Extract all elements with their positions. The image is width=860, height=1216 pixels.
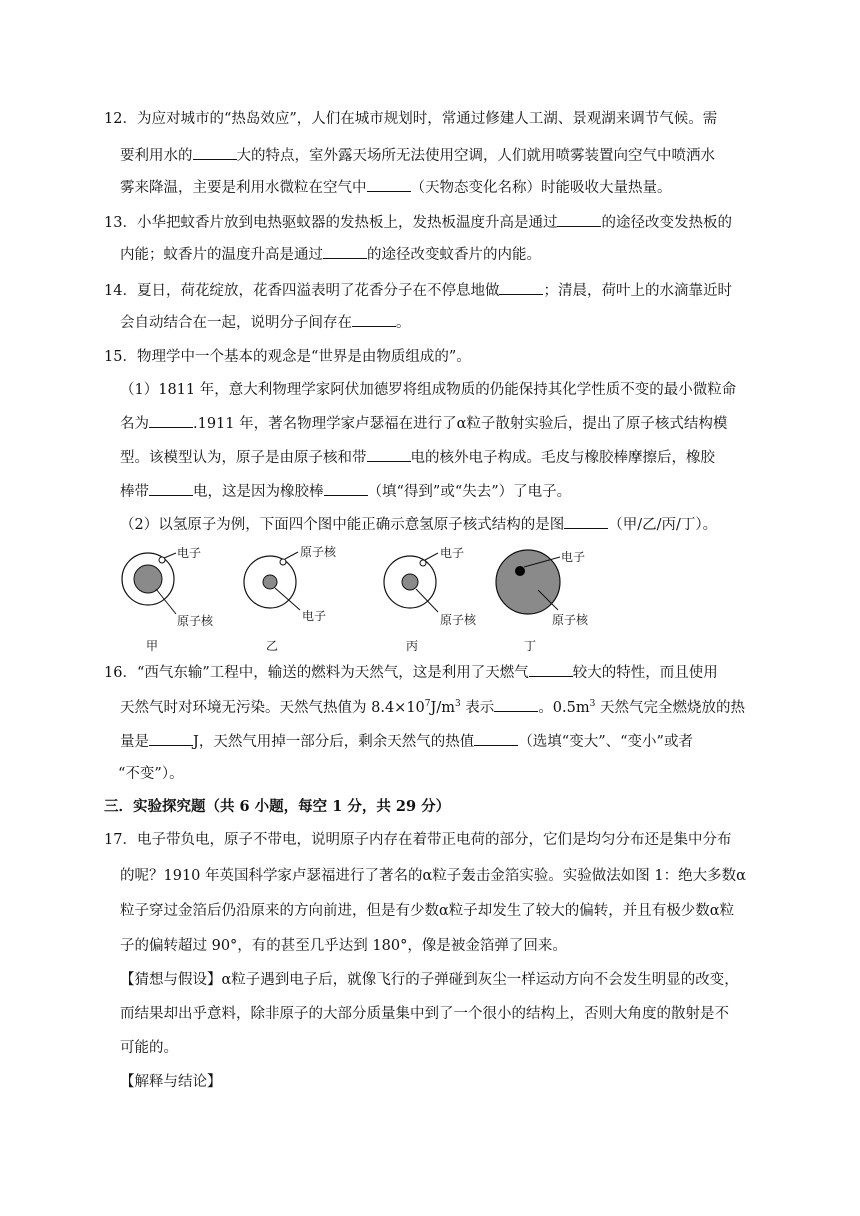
q16-text: “不变”）。	[118, 766, 184, 782]
q15-p2-line	[120, 514, 717, 535]
q16-line-2	[120, 697, 745, 718]
q15-text: 型。该模型认为，原子是由原子核和带	[120, 450, 367, 466]
q14-text: 14．夏日，荷花绽放，花香四溢表明了花香分子在不停息地做	[104, 283, 500, 299]
q17-hypothesis-line-3	[120, 1038, 178, 1058]
exponent: 7	[424, 699, 431, 710]
q13-line-1	[104, 212, 732, 233]
answer-blank[interactable]	[149, 731, 193, 746]
q17-text: 粒子穿过金箔后仍沿原来的方向前进，但是有少数α粒子却发生了较大的偏转，并且有极少数α粒	[120, 903, 735, 919]
section-heading	[104, 797, 450, 817]
diagram-bing	[384, 545, 477, 652]
q16-line-1	[104, 662, 718, 683]
electron-label: 电子	[440, 546, 465, 560]
diagram-yi	[244, 544, 337, 652]
q16-text: 量是	[120, 734, 149, 750]
answer-blank[interactable]	[352, 312, 396, 327]
q16-text: 。0.5m	[538, 700, 590, 716]
q14-text: 会自动结合在一起，说明分子间存在	[120, 315, 352, 331]
q12-line-1	[104, 109, 717, 129]
answer-blank[interactable]	[529, 662, 573, 677]
answer-blank[interactable]	[367, 177, 411, 192]
q13-text: 的途径改变发热板的	[601, 215, 732, 231]
q15-text: 棒带	[120, 484, 149, 500]
nucleus-label: 原子核	[300, 545, 337, 559]
nucleus-label: 原子核	[552, 613, 589, 627]
q16-text: J/m	[430, 700, 455, 716]
q16-text: 天然气时对环境无污染。天然气热值为 8.4×10	[120, 700, 425, 716]
q15-text: 电的核外电子构成。毛皮与橡胶棒摩擦后，橡胶	[410, 450, 715, 466]
diagram-label-yi: 乙	[266, 639, 279, 652]
q12-text: 雾来降温，主要是利用水微粒在空气中	[120, 180, 367, 196]
q13-line-2	[120, 244, 541, 265]
q17-line-4	[120, 936, 567, 956]
q16-line-3	[120, 731, 693, 752]
answer-blank[interactable]	[367, 447, 411, 462]
q17-hypothesis-line-1	[120, 970, 739, 990]
q15-p1-line-3	[120, 447, 715, 468]
q12-text: 要利用水的	[120, 148, 193, 164]
answer-blank[interactable]	[149, 413, 193, 428]
q15-text: （甲/乙/丙/丁）。	[608, 517, 718, 533]
diagram-ding	[496, 549, 589, 652]
q15-text: 电，这是因为橡胶棒	[193, 484, 324, 500]
q15-text: （2）以氢原子为例，下面四个图中能正确示意氢原子核式结构的是图	[120, 517, 565, 533]
q17-line-3	[120, 901, 734, 921]
q12-text: 大的特点，室外露天场所无法使用空调，人们就用喷雾装置向空气中喷洒水	[236, 148, 715, 164]
section-title: 三．实验探究题（共 6 小题，每空 1 分，共 29 分）	[104, 798, 451, 815]
nucleus-label: 原子核	[177, 614, 214, 628]
q16-text: （选填“变大”、“变小”或者	[518, 734, 693, 750]
answer-blank[interactable]	[474, 731, 518, 746]
answer-blank[interactable]	[494, 697, 538, 712]
q12-line-2	[120, 145, 715, 166]
q16-text: J，天然气用掉一部分后，剩余天然气的热值	[193, 734, 475, 750]
answer-blank[interactable]	[564, 514, 608, 529]
q16-text: 表示	[460, 700, 495, 716]
q13-text: 13．小华把蚊香片放到电热驱蚊器的发热板上，发热板温度升高是通过	[104, 215, 558, 231]
answer-blank[interactable]	[557, 212, 601, 227]
q13-text: 的途径改变蚊香片的内能。	[367, 247, 541, 263]
q12-line-3	[120, 177, 672, 198]
q15-text: （填“得到”或“失去”）了电子。	[367, 484, 572, 500]
electron-label: 电子	[177, 546, 202, 560]
q17-line-1	[104, 830, 731, 850]
q15-line-1	[104, 347, 471, 367]
answer-blank[interactable]	[324, 481, 368, 496]
answer-blank[interactable]	[149, 481, 193, 496]
q17-text: 17．电子带负电，原子不带电，说明原子内存在着带正电荷的部分，它们是均匀分布还是集中分布	[104, 832, 732, 848]
q17-text: 子的偏转超过 90°，有的甚至几乎达到 180°，像是被金箔弹了回来。	[120, 938, 567, 954]
q15-text: .1911 年，著名物理学家卢瑟福在进行了α粒子散射实验后，提出了原子核式结构模	[193, 416, 728, 432]
q12-text: 12．为应对城市的“热岛效应”，人们在城市规划时，常通过修建人工湖、景观湖来调节气候。需	[104, 111, 718, 127]
q14-line-2	[120, 312, 411, 333]
q14-line-1	[104, 280, 732, 301]
atom-model-figure	[120, 544, 600, 652]
q17-text: 【解释与结论】	[120, 1074, 222, 1090]
q17-line-2	[120, 866, 746, 886]
diagram-label-jia: 甲	[146, 639, 159, 652]
electron-label: 电子	[561, 550, 586, 564]
q17-hypothesis-line-2	[120, 1004, 729, 1024]
q15-text: 名为	[120, 416, 149, 432]
exponent: 3	[454, 699, 461, 710]
answer-blank[interactable]	[323, 244, 367, 259]
electron-label: 电子	[302, 609, 327, 623]
diagram-label-ding: 丁	[524, 639, 537, 652]
q16-line-4	[118, 764, 184, 784]
q16-text: 天然气完全燃烧放的热	[595, 700, 745, 716]
diagram-jia	[122, 545, 214, 652]
q16-text: 16．“西气东输”工程中，输送的燃料为天然气，这是利用了天燃气	[104, 665, 529, 681]
q15-p1-line-1	[120, 380, 736, 400]
exponent: 3	[589, 699, 596, 710]
q17-text: 的呢？1910 年英国科学家卢瑟福进行了著名的α粒子轰击金箔实验。实验做法如图 1：绝大多数α	[120, 868, 746, 884]
q12-text: （天物态变化名称）时能吸收大量热量。	[410, 180, 672, 196]
q17-text: 可能的。	[120, 1040, 178, 1056]
q17-text: 【猜想与假设】α粒子遇到电子后，就像飞行的子弹碰到灰尘一样运动方向不会发生明显的改变，	[120, 972, 739, 988]
q15-text: （1）1811 年，意大利物理学家阿伏加德罗将组成物质的仍能保持其化学性质不变的最小微粒命	[120, 382, 737, 398]
answer-blank[interactable]	[499, 280, 543, 295]
answer-blank[interactable]	[193, 145, 237, 160]
q16-text: 较大的特性，而且使用	[572, 665, 718, 681]
atom-model-diagrams	[120, 544, 600, 652]
q17-conclusion-heading	[120, 1072, 222, 1092]
q17-text: 而结果却出乎意料，除非原子的大部分质量集中到了一个很小的结构上，否则大角度的散射是不	[120, 1006, 729, 1022]
diagram-label-bing: 丙	[406, 639, 419, 652]
q15-p1-line-2	[120, 413, 727, 434]
q14-text: 。	[396, 315, 411, 331]
q15-text: 15．物理学中一个基本的观念是“世界是由物质组成的”。	[104, 349, 471, 365]
nucleus-label: 原子核	[440, 613, 477, 627]
q13-text: 内能；蚊香片的温度升高是通过	[120, 247, 323, 263]
q14-text: ；清晨，荷叶上的水滴靠近时	[543, 283, 732, 299]
q15-p1-line-4	[120, 481, 571, 502]
